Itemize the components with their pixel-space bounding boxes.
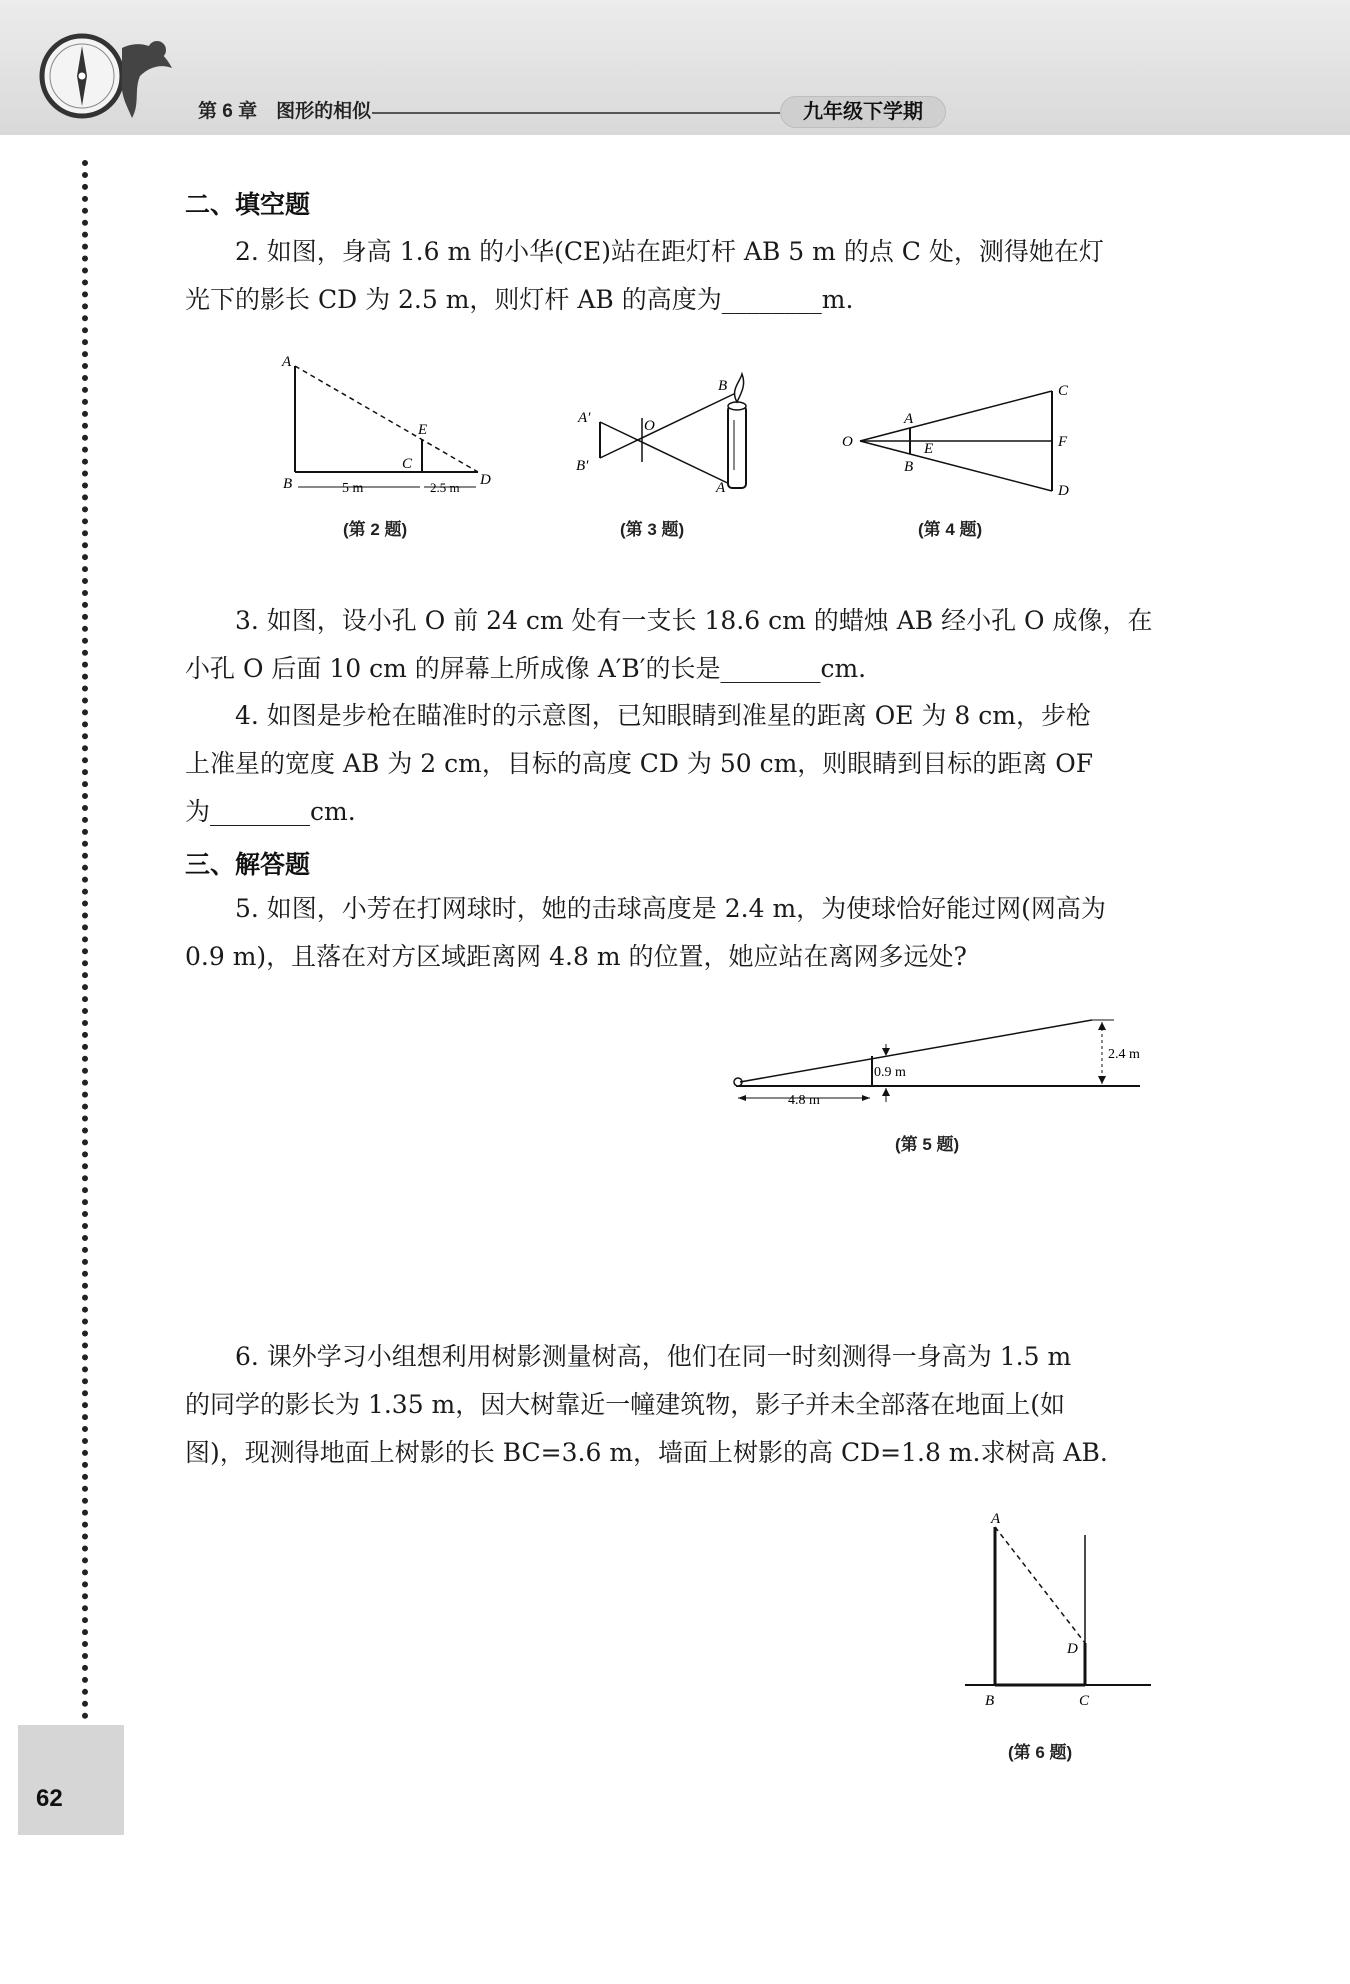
problem-4-line-2: 上准星的宽度 AB 为 2 cm，目标的高度 CD 为 50 cm，则眼睛到目标的距离 OF: [185, 749, 1094, 778]
dotted-margin-line: [82, 160, 88, 1720]
fig4-label-D: D: [1058, 483, 1069, 499]
problem-6-line-3: 图)，现测得地面上树影的长 BC=3.6 m，墙面上树影的高 CD=1.8 m.求树高 AB.: [185, 1438, 1108, 1467]
figure-3-caption: (第 3 题): [620, 520, 685, 539]
grade-badge: 九年级下学期: [780, 96, 946, 128]
figure-2-diagram: [280, 350, 500, 510]
problem-2-line-1: 2. 如图，身高 1.6 m 的小华(CE)站在距灯杆 AB 5 m 的点 C 处，测得她在灯: [235, 237, 1104, 266]
fig2-label-D: D: [480, 472, 491, 488]
problem-6-line-2: 的同学的影长为 1.35 m，因大树靠近一幢建筑物，影子并未全部落在地面上(如: [185, 1390, 1066, 1419]
header-rule: [372, 112, 780, 114]
fig3-label-A-prime: A′: [578, 410, 591, 426]
problem-2: [185, 228, 1185, 324]
problem-5-line-1: 5. 如图，小芳在打网球时，她的击球高度是 2.4 m，为使球恰好能过网(网高为: [235, 894, 1106, 923]
fig4-label-A: A: [904, 411, 914, 427]
fig3-label-B: B: [718, 378, 728, 394]
fig6-label-C: C: [1079, 1693, 1090, 1709]
problem-3: [185, 597, 1185, 693]
fig6-label-B: B: [985, 1693, 995, 1709]
figure-2-caption: (第 2 题): [343, 520, 408, 539]
fig2-label-C: C: [402, 456, 413, 472]
fig2-label-B: B: [283, 476, 293, 492]
problem-3-line-1: 3. 如图，设小孔 O 前 24 cm 处有一支长 18.6 cm 的蜡烛 AB 经小孔 O 成像，在: [235, 606, 1153, 635]
section-heading-fill-blank: 二、填空题: [185, 191, 311, 219]
fig5-label-hit: 2.4 m: [1108, 1047, 1140, 1062]
problem-4-line-3: 为________cm.: [185, 797, 356, 826]
problem-6-line-1: 6. 课外学习小组想利用树影测量树高，他们在同一时刻测得一身高为 1.5 m: [235, 1342, 1072, 1371]
compass-runner-logo-icon: [22, 18, 212, 130]
fig4-label-F: F: [1058, 434, 1068, 450]
figure-6-caption: (第 6 题): [1008, 1743, 1073, 1762]
problem-6: [185, 1333, 1185, 1477]
problem-4: [185, 692, 1185, 836]
fig2-label-bc: 5 m: [342, 481, 364, 496]
fig6-label-A: A: [991, 1511, 1001, 1527]
fig4-label-C: C: [1058, 383, 1069, 399]
problem-4-line-1: 4. 如图是步枪在瞄准时的示意图，已知眼睛到准星的距离 OE 为 8 cm，步枪: [235, 701, 1091, 730]
chapter-label: 第 6 章 图形的相似: [198, 101, 372, 122]
fig3-label-O: O: [644, 418, 655, 434]
figure-5-diagram: [730, 1010, 1150, 1120]
page-number: 62: [36, 1785, 63, 1812]
fig6-label-D: D: [1067, 1641, 1078, 1657]
fig4-label-E: E: [924, 441, 934, 457]
problem-2-line-2: 光下的影长 CD 为 2.5 m，则灯杆 AB 的高度为________m.: [185, 285, 854, 314]
fig3-label-A: A: [716, 480, 726, 496]
fig2-label-A: A: [282, 354, 292, 370]
problem-5: [185, 885, 1185, 981]
fig4-label-B: B: [904, 459, 914, 475]
fig2-label-E: E: [418, 422, 428, 438]
fig4-label-O: O: [842, 434, 853, 450]
fig3-label-B-prime: B′: [576, 458, 589, 474]
figure-6-diagram: [955, 1505, 1155, 1715]
figure-4-diagram: [830, 375, 1080, 505]
page-number-box: [18, 1725, 124, 1835]
problem-5-line-2: 0.9 m)，且落在对方区域距离网 4.8 m 的位置，她应站在离网多远处?: [185, 942, 967, 971]
figure-4-caption: (第 4 题): [918, 520, 983, 539]
figure-5-caption: (第 5 题): [895, 1135, 960, 1154]
fig2-label-cd: 2.5 m: [430, 480, 460, 495]
fig5-label-net: 0.9 m: [874, 1065, 906, 1080]
problem-3-line-2: 小孔 O 后面 10 cm 的屏幕上所成像 A′B′的长是________cm.: [185, 654, 867, 683]
fig5-label-dist: 4.8 m: [788, 1093, 820, 1108]
section-heading-answer: 三、解答题: [185, 851, 311, 879]
figure-3-diagram: [570, 370, 780, 510]
